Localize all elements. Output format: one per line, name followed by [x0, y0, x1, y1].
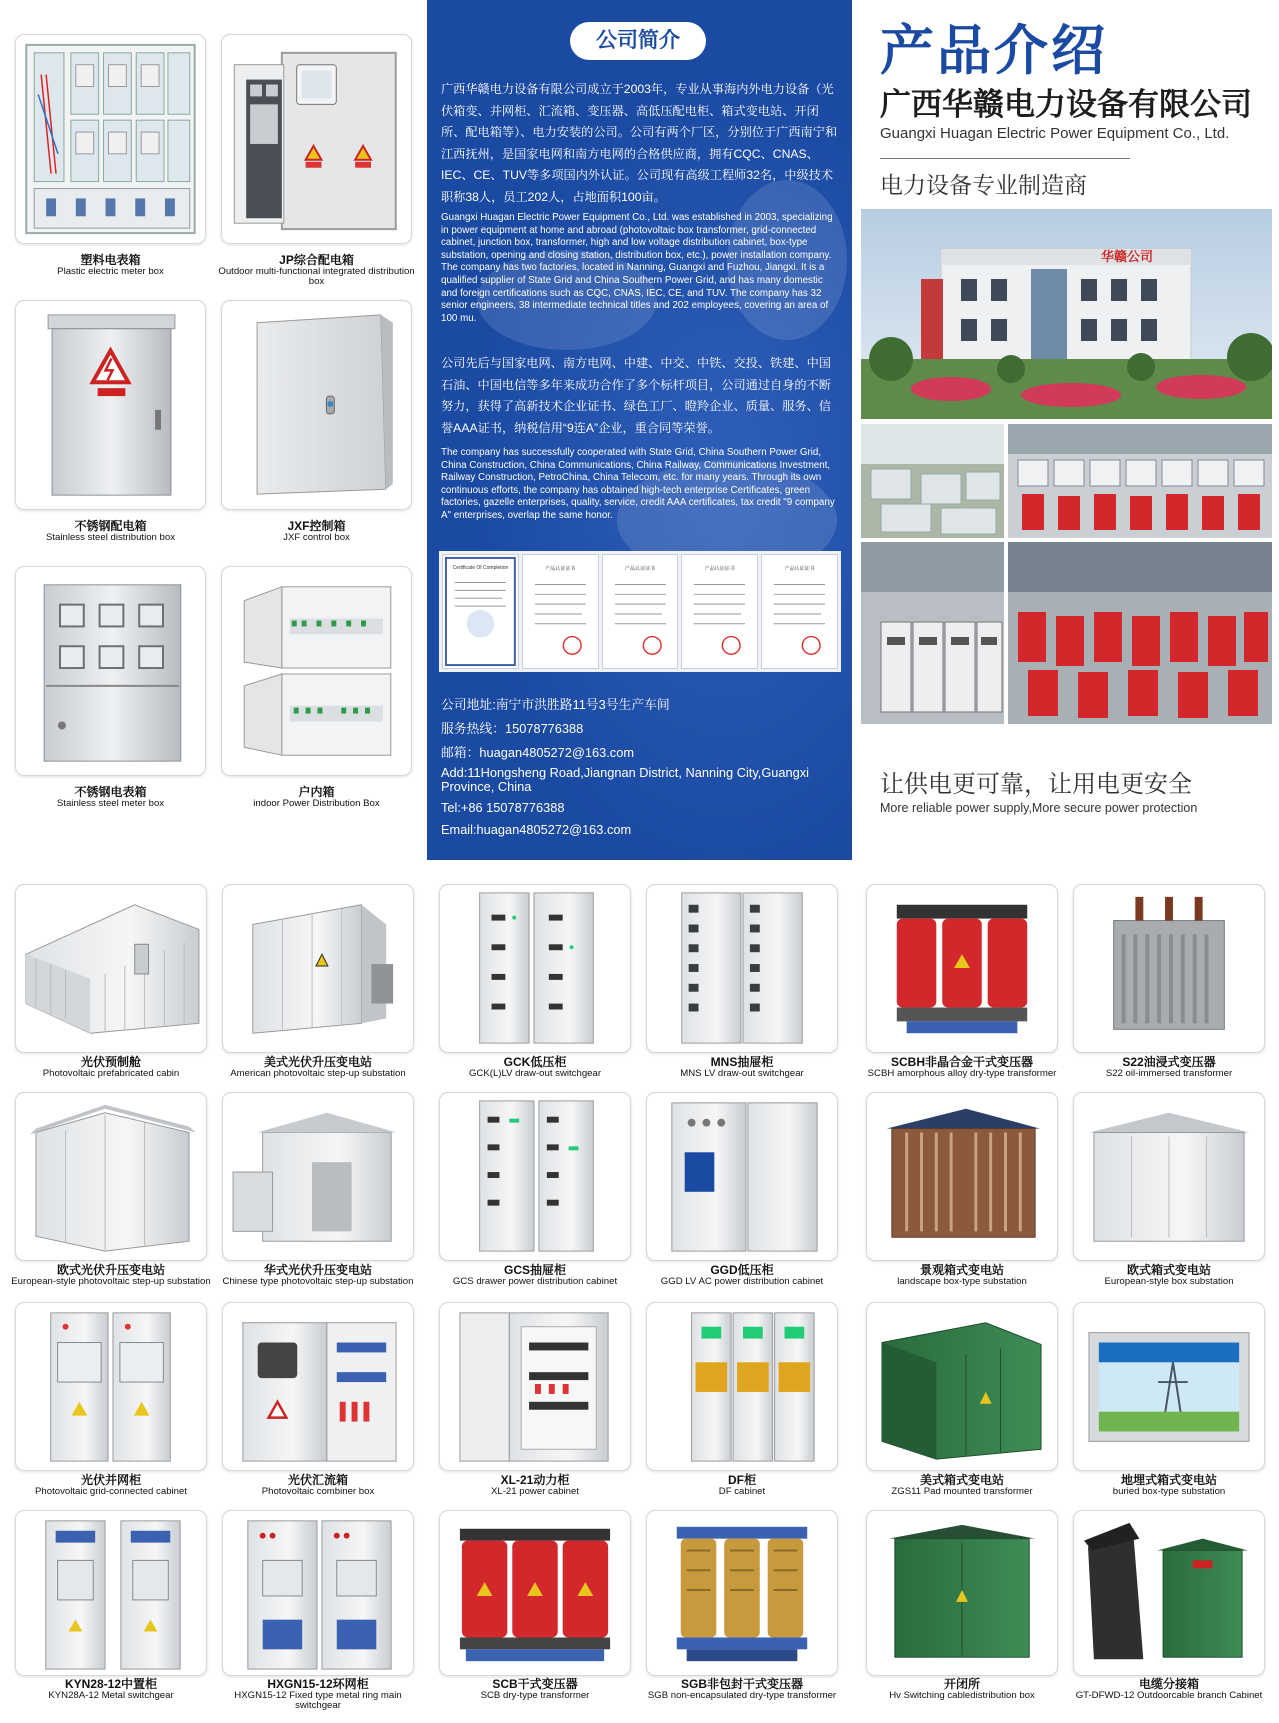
product-name-en: Outdoor multi-functional integrated distribution box [218, 265, 415, 287]
product-name-en: European-style box substation [1104, 1275, 1234, 1287]
product-name-cn: 美式箱式变电站 [919, 1473, 1004, 1487]
plastic-meter-box-illustration [16, 35, 205, 243]
product-name-cn: 光伏并网柜 [80, 1473, 141, 1487]
product-name-en: SGB non-encapsulated dry-type transformer [647, 1689, 837, 1701]
product-card-ggd-cabinet[interactable] [646, 1092, 838, 1300]
product-name-en: XL-21 power cabinet [491, 1485, 579, 1497]
product-image-frame [646, 1092, 838, 1261]
certificate-title: 产品认证证书 [545, 566, 576, 572]
workshop-photo-4 [1008, 542, 1272, 724]
product-image-frame [15, 1302, 207, 1471]
xl21-cabinet-illustration [440, 1303, 630, 1470]
european-box-substation-illustration [1074, 1093, 1264, 1260]
product-image-frame [15, 34, 206, 244]
maker-tagline: 电力设备专业制造商 [880, 158, 1130, 200]
product-name-cn: GCS抽屉柜 [503, 1263, 566, 1277]
slogan-cn: 让供电更可靠，让用电更安全 [880, 771, 1192, 798]
chinese-pv-substation-illustration [223, 1093, 413, 1260]
address-cn: 公司地址:南宁市洪胜路11号3号生产车间 [441, 697, 670, 712]
product-image-frame [1073, 884, 1265, 1053]
product-name-cn: 塑料电表箱 [80, 253, 141, 267]
product-image-frame [439, 1510, 631, 1676]
product-card-stainless-distribution-box[interactable] [15, 300, 206, 555]
workshop-photo-2 [1008, 424, 1272, 538]
product-name-en: MNS LV draw-out switchgear [680, 1067, 804, 1079]
product-name-cn: SCB干式变压器 [492, 1677, 578, 1691]
product-name-en: JXF control box [283, 531, 350, 543]
product-image-frame [15, 884, 207, 1053]
product-card-kyn28-switchgear[interactable] [15, 1510, 207, 1718]
certificate-item [442, 554, 519, 669]
product-card-s22-transformer[interactable] [1073, 884, 1265, 1084]
product-name-en: Stainless steel distribution box [45, 531, 176, 543]
european-pv-substation-illustration [16, 1093, 206, 1260]
certificate-title: 产品认证证书 [624, 566, 655, 572]
product-name-cn: GGD低压柜 [710, 1263, 774, 1277]
company-intro-panel [427, 0, 852, 860]
product-image-frame [439, 1092, 631, 1261]
product-image-frame [866, 1302, 1058, 1471]
product-name-cn: JP综合配电箱 [279, 253, 354, 267]
product-card-scbh-transformer[interactable] [866, 884, 1058, 1084]
product-image-frame [646, 1302, 838, 1471]
zgs11-illustration [867, 1303, 1057, 1470]
product-card-european-pv-substation[interactable] [11, 1092, 211, 1300]
product-card-pv-combiner-box[interactable] [222, 1302, 414, 1502]
prefab-cabin-illustration [16, 885, 206, 1052]
product-name-cn: 开闭所 [943, 1677, 980, 1691]
product-card-gck-switchgear[interactable] [439, 884, 631, 1084]
hotline-cn: 服务热线：15078776388 [441, 721, 584, 736]
product-image-frame [1073, 1302, 1265, 1471]
kyn28-illustration [16, 1511, 206, 1675]
tel-en: Tel:+86 15078776388 [441, 800, 565, 815]
product-card-jp-distribution-box[interactable] [218, 34, 415, 289]
workshop-photo-1 [861, 424, 1004, 538]
email-cn: 邮箱：huagan4805272@163.com [441, 745, 634, 760]
product-name-en: SCB dry-type transformer [480, 1689, 590, 1701]
product-image-frame [866, 884, 1058, 1053]
product-card-chinese-pv-substation[interactable] [222, 1092, 414, 1300]
product-name-en: S22 oil-immersed transformer [1105, 1067, 1233, 1079]
product-image-frame [866, 1092, 1058, 1261]
certificate-item [761, 554, 838, 669]
product-name-en: GT-DFWD-12 Outdoorcable branch Cabinet [1075, 1689, 1263, 1701]
product-card-gcs-cabinet[interactable] [439, 1092, 631, 1300]
product-name-cn: 美式光伏升压变电站 [263, 1055, 372, 1069]
product-card-indoor-box[interactable] [221, 566, 412, 821]
jxf-box-illustration [222, 301, 411, 509]
product-image-frame [221, 566, 412, 776]
jp-box-illustration [222, 35, 411, 243]
product-name-cn: KYN28-12中置柜 [64, 1677, 158, 1691]
product-card-european-box-substation[interactable] [1073, 1092, 1265, 1300]
product-image-frame [222, 1302, 414, 1471]
ggd-cabinet-illustration [647, 1093, 837, 1260]
product-name-en: GGD LV AC power distribution cabinet [660, 1275, 824, 1287]
slogan-en: More reliable power supply,More secure power protection [880, 801, 1198, 815]
product-name-cn: 欧式光伏升压变电站 [56, 1263, 165, 1277]
product-name-en: indoor Power Distribution Box [253, 797, 380, 809]
product-name-en: GCK(L)LV draw-out switchgear [468, 1067, 602, 1079]
product-name-en: American photovoltaic step-up substation [230, 1067, 406, 1079]
gcs-cabinet-illustration [440, 1093, 630, 1260]
product-image-frame [439, 1302, 631, 1471]
product-card-zgs11-transformer[interactable] [866, 1302, 1058, 1502]
address-en: Add:11Hongsheng Road,Jiangnan District, Nanning City,Guangxi Province, China [441, 765, 810, 794]
product-card-hv-switching-box[interactable] [866, 1510, 1058, 1718]
product-card-xl21-cabinet[interactable] [439, 1302, 631, 1502]
email-en: Email:huagan4805272@163.com [441, 822, 632, 837]
certificate-title: Certificate Of Completion [452, 565, 509, 571]
product-image-frame [221, 34, 412, 244]
product-card-landscape-substation[interactable] [866, 1092, 1058, 1300]
product-name-cn: XL-21动力柜 [500, 1473, 570, 1487]
product-card-hxgn15-switchgear[interactable] [222, 1510, 414, 1718]
landscape-substation-illustration [867, 1093, 1057, 1260]
product-image-frame [222, 1510, 414, 1676]
pv-grid-cabinet-illustration [16, 1303, 206, 1470]
product-name-cn: 地埋式箱式变电站 [1120, 1473, 1217, 1487]
df-cabinet-illustration [647, 1303, 837, 1470]
intro-paragraph-2-cn: 公司先后与国家电网、南方电网、中建、中交、中铁、交投、铁建、中国石油、中国电信等多年来成功合作了多个标杆项目，公司通过自身的不断努力，获得了高新技术企业证书、绿色工厂、瞪羚企业、质量、服务、信誉AAA证书，纳税信用“9连A”企业，重合同等荣誉。 [441, 356, 831, 435]
product-card-pv-grid-cabinet[interactable] [15, 1302, 207, 1502]
certificate-item [602, 554, 679, 669]
product-image-frame [222, 884, 414, 1053]
gck-cabinet-illustration [440, 885, 630, 1052]
product-name-cn: 华式光伏升压变电站 [263, 1263, 372, 1277]
product-name-en: Chinese type photovoltaic step-up substation [222, 1275, 414, 1287]
product-image-frame [1073, 1510, 1265, 1676]
product-image-frame [15, 300, 206, 510]
product-image-frame [866, 1510, 1058, 1676]
product-card-plastic-meter-box[interactable] [15, 34, 206, 289]
product-card-scb-transformer[interactable] [439, 1510, 631, 1718]
page-title: 产品介绍 [880, 21, 1108, 81]
workshop-photo-3 [861, 542, 1004, 724]
product-name-en: DF cabinet [718, 1485, 766, 1497]
product-name-en: Hv Switching cabledistribution box [889, 1689, 1035, 1701]
stainless-distribution-box-illustration [16, 301, 205, 509]
sgb-transformer-illustration [647, 1511, 837, 1675]
intro-paragraph-1-en: Guangxi Huagan Electric Power Equipment Co., Ltd. was established in 2003, specializing in power equipment at home and abroad (photovoltaic box transformer, grid-connected cabinet, junction box, transformer, high and low voltage distribution cabinet, box-type substation, opening and closing station, distribution box, etc.), power installation company. The company has two factories, located in Nanning, Guangxi and Fuzhou, Jiangxi. It is a qualified supplier of State Grid and China Southern Power Grid, and has many domestic and foreign certifications such as CQC, CNAS, IEC, CE, and TUV. The company has 32 senior engineers, 38 intermediate technical titles and 202 employees, covering an area of 100 mu. [441, 212, 833, 324]
product-image-frame [1073, 1092, 1265, 1261]
product-name-en: European-style photovoltaic step-up substation [11, 1275, 211, 1287]
scbh-transformer-illustration [867, 885, 1057, 1052]
product-name-en: Photovoltaic combiner box [261, 1485, 375, 1497]
certificate-title: 产品认证证书 [704, 566, 735, 572]
pv-combiner-box-illustration [223, 1303, 413, 1470]
product-name-cn: SCBH非晶合金干式变压器 [890, 1055, 1033, 1069]
certificate-title: 产品认证证书 [784, 566, 815, 572]
buried-substation-illustration [1074, 1303, 1264, 1470]
stainless-meter-box-illustration [16, 567, 205, 775]
product-image-frame [646, 1510, 838, 1676]
hxgn15-illustration [223, 1511, 413, 1675]
product-name-en: KYN28A-12 Metal switchgear [48, 1689, 174, 1701]
product-image-frame [15, 1092, 207, 1261]
product-name-en: GCS drawer power distribution cabinet [452, 1275, 618, 1287]
product-image-frame [15, 566, 206, 776]
product-name-cn: 光伏预制舱 [80, 1055, 141, 1069]
indoor-box-illustration [222, 567, 411, 775]
product-name-cn: 户内箱 [298, 785, 335, 799]
product-card-sgb-transformer[interactable] [646, 1510, 838, 1718]
product-card-mns-switchgear[interactable] [646, 884, 838, 1084]
product-card-cable-branch-cabinet[interactable] [1073, 1510, 1265, 1718]
product-card-jxf-control-box[interactable] [221, 300, 412, 555]
product-name-cn: 电缆分接箱 [1138, 1677, 1199, 1691]
product-name-cn: S22油浸式变压器 [1122, 1055, 1216, 1069]
product-name-en: landscape box-type substation [897, 1275, 1027, 1287]
intro-paragraph-2-en: The company has successfully cooperated with State Grid, China Southern Power Grid, China Construction, China Communications, China Railway, Communications Investment, Railway Construction, PetroChina, China Telecom, etc. for many years. Through its own continuous efforts, the company has obtained high-tech enterprise Certificates, green factories, gazelle enterprises, quality, service, credit AAA certificates, tax credit "9 company A" enterprises, overlap the same honor. [441, 447, 835, 521]
scb-transformer-illustration [440, 1511, 630, 1675]
product-card-pv-prefab-cabin[interactable] [15, 884, 207, 1084]
product-name-cn: MNS抽屉柜 [710, 1055, 774, 1069]
product-image-frame [439, 884, 631, 1053]
factory-sign: 华赣公司 [1101, 249, 1154, 264]
product-name-cn: 光伏汇流箱 [287, 1473, 348, 1487]
product-name-cn: JXF控制箱 [287, 519, 346, 533]
company-name-en: Guangxi Huagan Electric Power Equipment Co., Ltd. [880, 125, 1230, 142]
product-name-cn: GCK低压柜 [503, 1055, 567, 1069]
american-substation-illustration [223, 885, 413, 1052]
product-name-en: SCBH amorphous alloy dry-type transformer [867, 1067, 1057, 1079]
product-name-cn: SGB非包封干式变压器 [680, 1677, 803, 1691]
intro-paragraph-1-cn: 广西华赣电力设备有限公司成立于2003年，专业从事海内外电力设备（光伏箱变、并网柜、汇流箱、变压器、高低压配电柜、箱式变电站、开闭所、配电箱等）、电力安装的公司。公司有两个厂区，分别位于广西南宁和江西抚州，是国家电网和南方电网的合格供应商，拥有CQC、CNAS、IEC、CE、TUV等多项国内外认证。公司现有高级工程师32名，中级技术职称38人，员工202人，占地面积100亩。 [441, 82, 838, 204]
product-image-frame [222, 1092, 414, 1261]
product-image-frame [15, 1510, 207, 1676]
product-name-en: Photovoltaic prefabricated cabin [42, 1067, 180, 1079]
product-card-stainless-meter-box[interactable] [15, 566, 206, 821]
product-name-cn: HXGN15-12环网柜 [267, 1677, 369, 1691]
product-image-frame [221, 300, 412, 510]
product-name-cn: DF柜 [728, 1473, 756, 1487]
product-image-frame [646, 884, 838, 1053]
factory-building-photo [861, 209, 1272, 419]
product-card-df-cabinet[interactable] [646, 1302, 838, 1502]
product-name-en: Photovoltaic grid-connected cabinet [35, 1485, 187, 1497]
product-name-en: buried box-type substation [1112, 1485, 1226, 1497]
product-card-buried-substation[interactable] [1073, 1302, 1265, 1502]
s22-transformer-illustration [1074, 885, 1264, 1052]
product-name-cn: 不锈钢配电箱 [74, 519, 147, 533]
certificate-item [522, 554, 599, 669]
product-card-american-pv-substation[interactable] [222, 884, 414, 1084]
product-name-cn: 景观箱式变电站 [919, 1263, 1004, 1277]
intro-title-badge: 公司简介 [570, 22, 706, 60]
product-name-cn: 欧式箱式变电站 [1126, 1263, 1211, 1277]
brochure-header [880, 18, 1275, 200]
product-name-en: ZGS11 Pad mounted transformer [891, 1485, 1033, 1497]
mns-cabinet-illustration [647, 885, 837, 1052]
certificate-strip [439, 551, 841, 672]
product-name-cn: 不锈钢电表箱 [74, 785, 147, 799]
company-name-cn: 广西华赣电力设备有限公司 [880, 87, 1252, 122]
hv-switching-box-illustration [867, 1511, 1057, 1675]
product-name-en: Plastic electric meter box [57, 265, 164, 277]
product-name-en: HXGN15-12 Fixed type metal ring main switchgear [234, 1689, 402, 1711]
cable-branch-cabinet-illustration [1074, 1511, 1264, 1675]
product-name-en: Stainless steel meter box [56, 797, 165, 809]
certificate-item [681, 554, 758, 669]
